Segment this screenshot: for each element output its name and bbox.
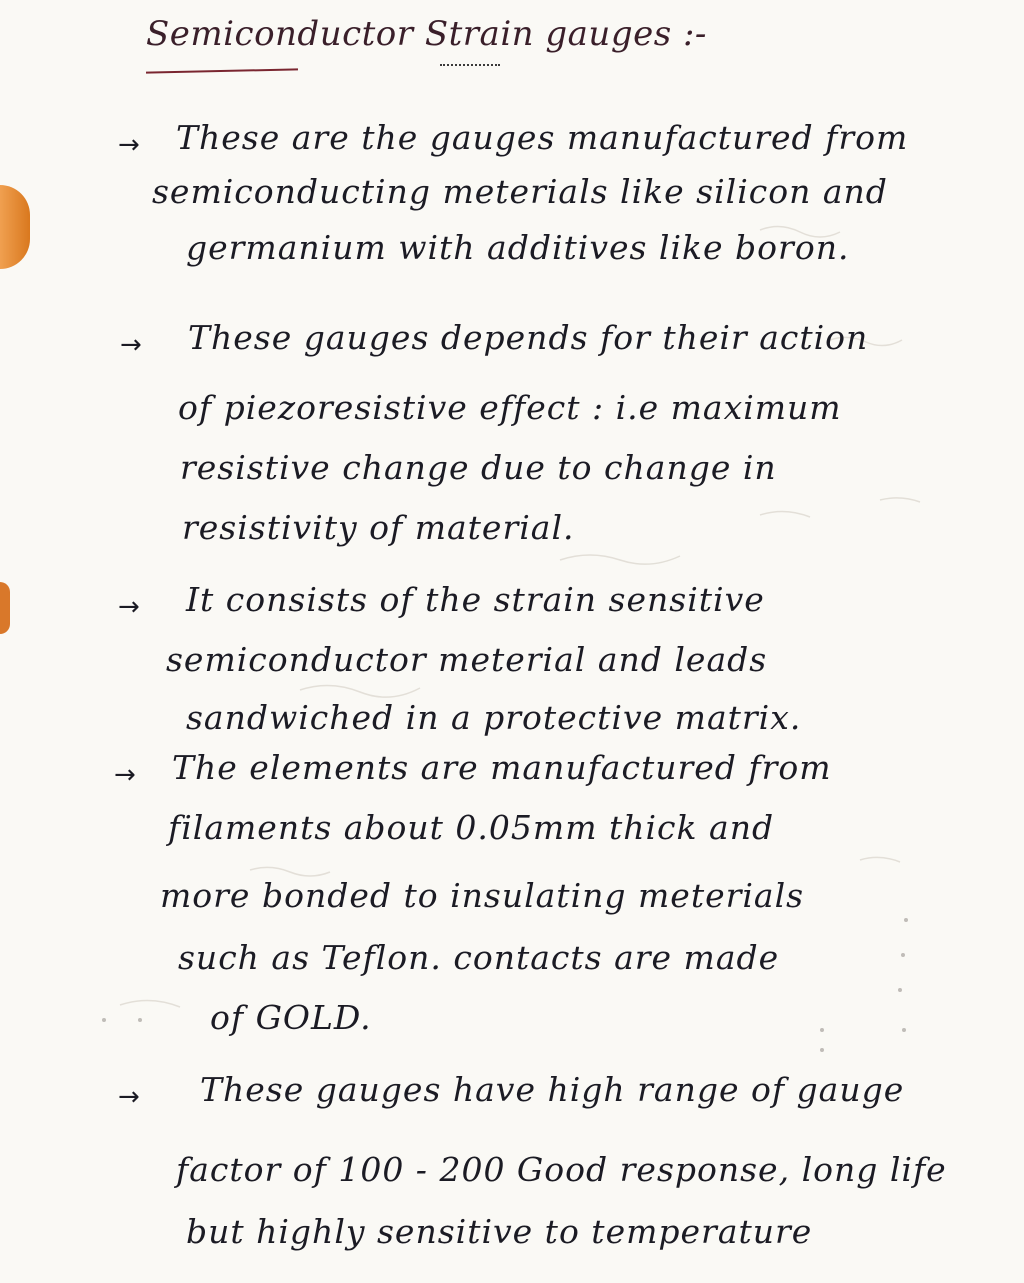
note-line: These are the gauges manufactured from xyxy=(176,118,909,157)
title-underline xyxy=(440,64,500,66)
note-line: more bonded to insulating meterials xyxy=(160,876,805,915)
note-line: such as Teflon. contacts are made xyxy=(178,938,780,977)
bullet-arrow-icon: → xyxy=(118,1082,140,1112)
bullet-arrow-icon: → xyxy=(120,330,142,360)
page-title: Semiconductor Strain gauges :- xyxy=(146,14,707,54)
note-line: of GOLD. xyxy=(210,998,372,1037)
note-line: of piezoresistive effect : i.e maximum xyxy=(178,388,842,427)
note-line: filaments about 0.05mm thick and xyxy=(168,808,775,847)
note-line: resistivity of material. xyxy=(182,508,575,547)
bullet-arrow-icon: → xyxy=(118,592,140,622)
note-line: germanium with additives like boron. xyxy=(186,228,850,267)
note-line: These gauges depends for their action xyxy=(188,318,869,357)
note-line: sandwiched in a protective matrix. xyxy=(186,698,802,737)
note-line: resistive change due to change in xyxy=(180,448,777,487)
orange-tab-marker xyxy=(0,582,10,634)
title-underline xyxy=(146,68,298,73)
orange-tab-marker xyxy=(0,185,30,269)
note-line: semiconducting meterials like silicon and xyxy=(152,172,888,211)
note-line: These gauges have high range of gauge xyxy=(200,1070,905,1109)
note-line: but highly sensitive to temperature xyxy=(186,1212,813,1251)
note-line: It consists of the strain sensitive xyxy=(186,580,765,619)
bullet-arrow-icon: → xyxy=(114,760,136,790)
note-line: semiconductor meterial and leads xyxy=(166,640,768,679)
bullet-arrow-icon: → xyxy=(118,130,140,160)
note-line: factor of 100 - 200 Good response, long life xyxy=(176,1150,947,1189)
note-line: The elements are manufactured from xyxy=(172,748,832,787)
